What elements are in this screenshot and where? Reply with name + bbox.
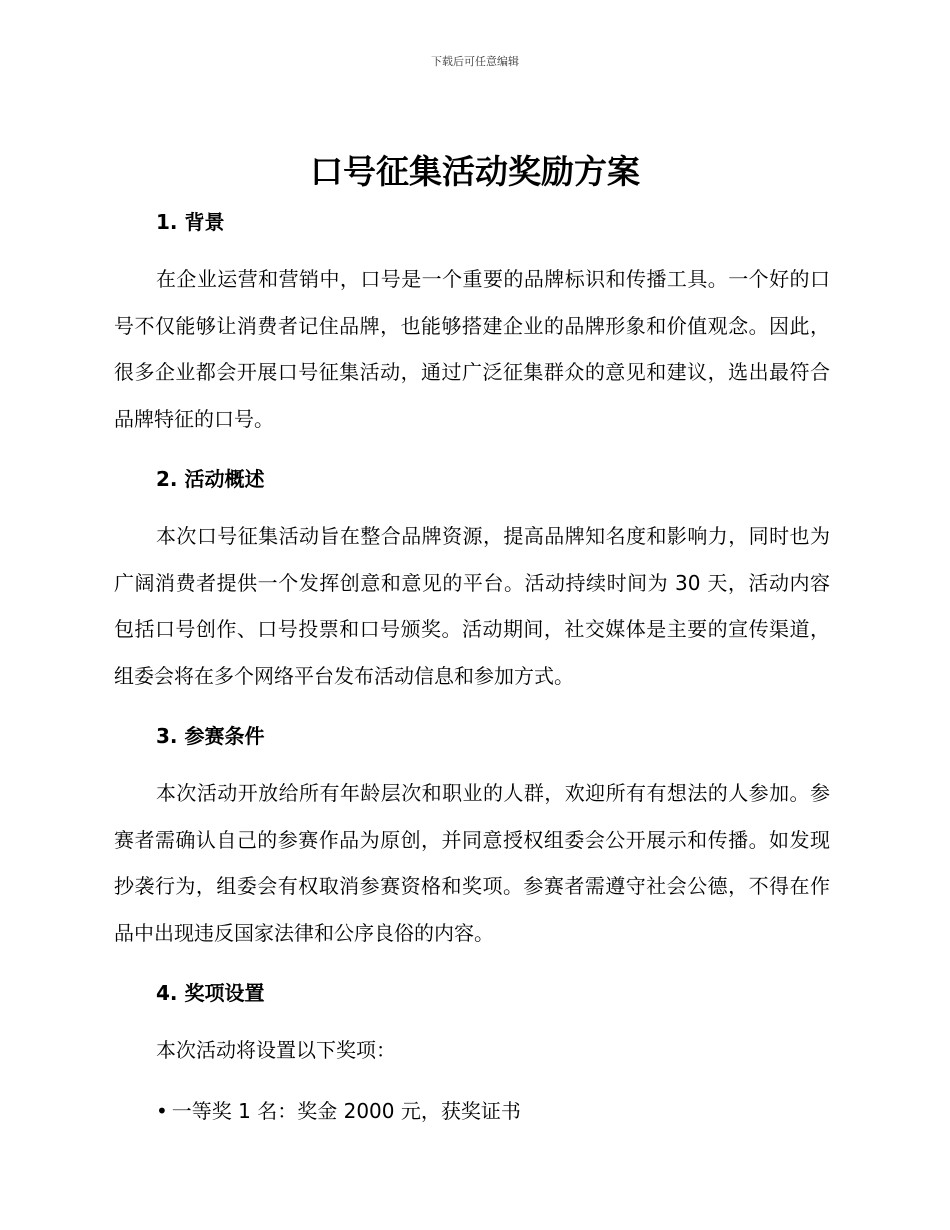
document-body (114, 204, 830, 1134)
section-heading-background: 1. 背景 (156, 210, 225, 234)
section-paragraph-overview: 本次口号征集活动旨在整合品牌资源，提高品牌知名度和影响力，同时也为广阔消费者提供一个发挥创意和意见的平台。活动持续时间为 30 天，活动内容包括口号创作、口号投票和口号颁奖。活动期间，社交媒体是主要的宣传渠道，组委会将在多个网络平台发布活动信息和参加方式。 (114, 524, 830, 688)
section-heading-eligibility: 3. 参赛条件 (156, 724, 265, 748)
header-note: 下载后可任意编辑 (431, 55, 519, 68)
bullet-icon: • (156, 1098, 168, 1123)
section-paragraph-awards: 本次活动将设置以下奖项： (156, 1038, 396, 1062)
section-heading-overview: 2. 活动概述 (156, 467, 265, 491)
award-list-item-text: 一等奖 1 名：奖金 2000 元，获奖证书 (171, 1098, 521, 1123)
award-list-item (114, 1088, 830, 1135)
section-paragraph-eligibility: 本次活动开放给所有年龄层次和职业的人群，欢迎所有有想法的人参加。参赛者需确认自己的参赛作品为原创，并同意授权组委会公开展示和传播。如发现抄袭行为，组委会有权取消参赛资格和奖项。参赛者需遵守社会公德，不得在作品中出现违反国家法律和公序良俗的内容。 (114, 781, 830, 945)
section-heading-awards: 4. 奖项设置 (156, 981, 265, 1005)
section-paragraph-background: 在企业运营和营销中，口号是一个重要的品牌标识和传播工具。一个好的口号不仅能够让消费者记住品牌，也能够搭建企业的品牌形象和价值观念。因此，很多企业都会开展口号征集活动，通过广泛征集群众的意见和建议，选出最符合品牌特征的口号。 (114, 267, 830, 431)
document-title: 口号征集活动奖励方案 (310, 152, 640, 191)
